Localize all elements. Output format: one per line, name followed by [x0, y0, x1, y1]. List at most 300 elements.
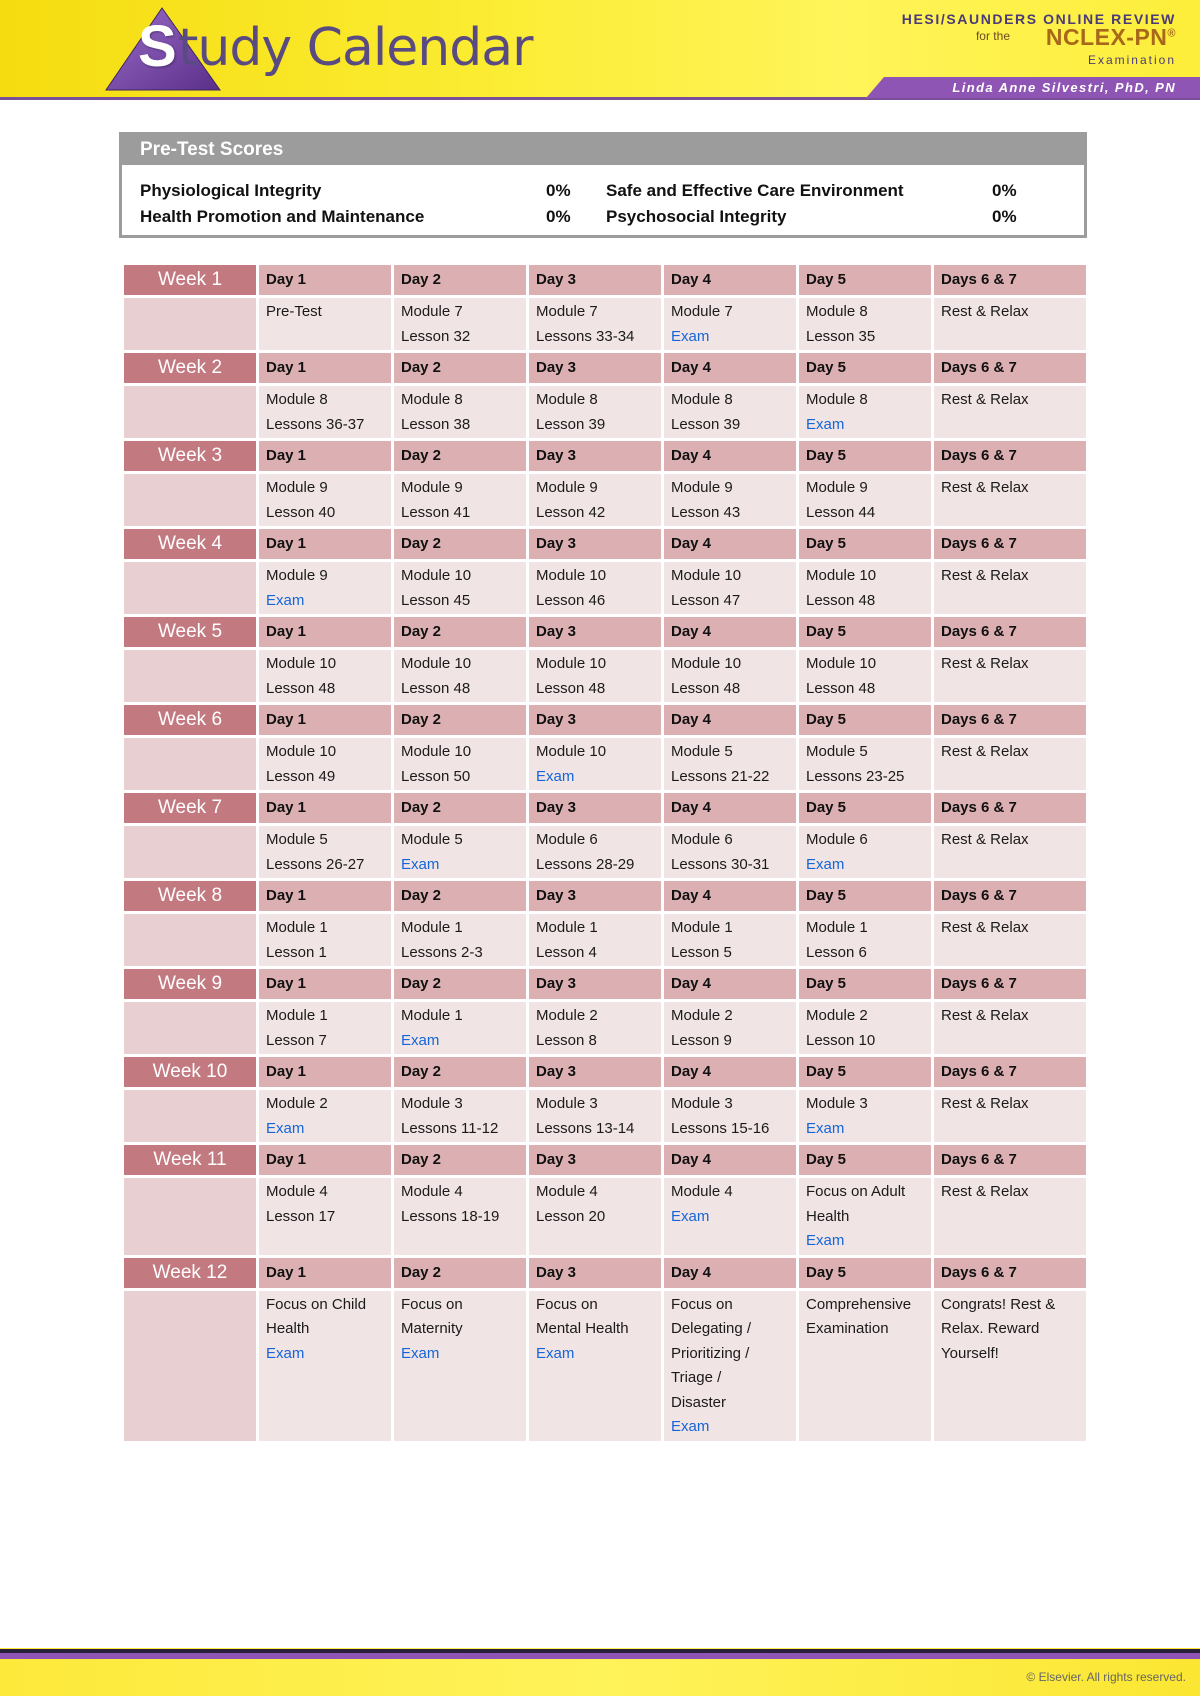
cell-text: Module 10: [806, 567, 877, 584]
schedule-cell: [664, 650, 796, 702]
cell-text: Lesson 35: [806, 327, 876, 345]
day-header: Day 2: [394, 265, 526, 295]
schedule-cell: [529, 1178, 661, 1255]
cell-text: Lesson 38: [401, 415, 471, 433]
week-spacer: [124, 738, 256, 790]
day-header: Day 3: [529, 1057, 661, 1087]
week-spacer: [124, 650, 256, 702]
exam-link[interactable]: Exam: [671, 327, 710, 345]
week-label: Week 1: [124, 265, 256, 295]
week-label: Week 12: [124, 1258, 256, 1288]
week-header-row: [124, 353, 1086, 383]
schedule-cell: [664, 1291, 796, 1441]
day-header: Days 6 & 7: [934, 1258, 1086, 1288]
day-header: Day 4: [664, 353, 796, 383]
day-header: Day 1: [259, 617, 391, 647]
schedule-cell: [664, 914, 796, 966]
week-content-row: [124, 914, 1086, 966]
score-label: Health Promotion and Maintenance: [140, 207, 425, 226]
exam-link[interactable]: Exam: [806, 855, 845, 873]
exam-link[interactable]: Exam: [536, 1344, 575, 1362]
day-header: Day 4: [664, 265, 796, 295]
cell-text: Lesson 48: [671, 679, 741, 697]
schedule-cell: [259, 386, 391, 438]
cell-text: Lesson 46: [536, 591, 606, 609]
week-header-row: [124, 1145, 1086, 1175]
schedule-cell: [259, 474, 391, 526]
cell-text: Rest & Relax: [941, 303, 1029, 320]
score-label: Physiological Integrity: [140, 181, 322, 200]
schedule-cell: [394, 1178, 526, 1255]
cell-text: Rest & Relax: [941, 1007, 1029, 1024]
exam-link[interactable]: Exam: [401, 1344, 440, 1362]
cell-text: Module 4: [536, 1183, 598, 1200]
cell-text: Lessons 11-12: [401, 1119, 499, 1137]
brand-nclex-title: [1046, 24, 1176, 51]
cell-text: Module 5: [806, 743, 868, 760]
cell-text: Mental Health: [536, 1320, 629, 1337]
schedule-cell: [394, 1090, 526, 1142]
score-value: 0%: [546, 181, 571, 200]
brand-examination: Examination: [1087, 53, 1176, 67]
cell-text: Rest & Relax: [941, 919, 1029, 936]
day-header: Day 3: [529, 793, 661, 823]
week-label: Week 9: [124, 969, 256, 999]
schedule-cell: [394, 562, 526, 614]
cell-text: Lesson 9: [671, 1031, 732, 1049]
day-header: Day 2: [394, 1258, 526, 1288]
day-header: Day 3: [529, 617, 661, 647]
day-header: Day 3: [529, 265, 661, 295]
schedule-cell: [934, 1002, 1086, 1054]
cell-text: Module 10: [536, 743, 607, 760]
schedule-cell: [394, 914, 526, 966]
cell-text: Lesson 5: [671, 943, 732, 961]
cell-text: Lesson 8: [536, 1031, 597, 1049]
cell-text: Rest & Relax: [941, 567, 1029, 584]
day-header: Day 5: [799, 1057, 931, 1087]
cell-text: Module 3: [401, 1095, 463, 1112]
cell-text: Prioritizing /: [671, 1344, 750, 1362]
cell-text: Focus on Child: [266, 1295, 367, 1313]
pretest-scores-box: [119, 132, 1087, 238]
cell-text: Lesson 40: [266, 503, 336, 521]
schedule-cell: [934, 298, 1086, 350]
cell-text: Module 7: [671, 303, 733, 320]
cell-text: Comprehensive: [806, 1295, 912, 1313]
registered-mark: ®: [1167, 27, 1176, 40]
day-header: Day 2: [394, 1057, 526, 1087]
schedule-cell: [259, 1002, 391, 1054]
cell-text: Lesson 32: [401, 327, 471, 345]
cell-text: Module 3: [806, 1095, 868, 1112]
week-content-row: [124, 650, 1086, 702]
day-header: Day 2: [394, 529, 526, 559]
day-header: Days 6 & 7: [934, 441, 1086, 471]
week-header-row: [124, 793, 1086, 823]
cell-text: Module 9: [536, 479, 598, 496]
cell-text: Pre-Test: [266, 303, 322, 320]
cell-text: Maternity: [401, 1320, 463, 1337]
cell-text: Focus on Adult: [806, 1183, 906, 1200]
week-header-row: [124, 529, 1086, 559]
schedule-cell: [934, 650, 1086, 702]
day-header: Day 4: [664, 1057, 796, 1087]
schedule-cell: [529, 914, 661, 966]
week-content-row: [124, 1291, 1086, 1441]
exam-link[interactable]: Exam: [401, 1031, 440, 1049]
cell-text: Lessons 13-14: [536, 1119, 635, 1137]
cell-text: Lessons 30-31: [671, 855, 770, 873]
cell-text: Module 9: [806, 479, 868, 496]
day-header: Day 1: [259, 1057, 391, 1087]
schedule-cell: [259, 1291, 391, 1441]
week-content-row: [124, 1002, 1086, 1054]
day-header: Day 3: [529, 881, 661, 911]
score-label: Psychosocial Integrity: [606, 207, 787, 226]
schedule-cell: [664, 1002, 796, 1054]
day-header: Day 1: [259, 881, 391, 911]
cell-text: Module 2: [536, 1007, 598, 1024]
day-header: Day 4: [664, 617, 796, 647]
schedule-cell: [664, 562, 796, 614]
week-header-row: [124, 617, 1086, 647]
cell-text: Lesson 20: [536, 1207, 606, 1225]
exam-link[interactable]: Exam: [536, 767, 575, 785]
cell-text: Module 4: [401, 1183, 463, 1200]
cell-text: Module 6: [671, 831, 733, 848]
cell-text: Lesson 39: [536, 415, 606, 433]
cell-text: Rest & Relax: [941, 743, 1029, 760]
exam-link[interactable]: Exam: [266, 1344, 305, 1362]
cell-text: Module 5: [266, 831, 328, 848]
cell-text: Focus on: [536, 1295, 598, 1313]
day-header: Day 5: [799, 1258, 931, 1288]
cell-text: Lessons 33-34: [536, 327, 635, 345]
day-header: Day 2: [394, 969, 526, 999]
logo-initial: S: [138, 14, 177, 79]
exam-link[interactable]: Exam: [266, 1119, 305, 1137]
schedule-cell: [664, 826, 796, 878]
week-content-row: [124, 562, 1086, 614]
cell-text: Lesson 42: [536, 503, 606, 521]
week-header-row: [124, 1258, 1086, 1288]
footer-divider-purple: [0, 1653, 1200, 1659]
cell-text: Rest & Relax: [941, 479, 1029, 496]
schedule-cell: [259, 826, 391, 878]
week-spacer: [124, 386, 256, 438]
cell-text: Module 10: [536, 655, 607, 672]
score-label: Safe and Effective Care Environment: [606, 181, 904, 200]
day-header: Day 5: [799, 529, 931, 559]
cell-text: Examination: [806, 1320, 889, 1337]
day-header: Day 3: [529, 1258, 661, 1288]
day-header: Day 1: [259, 441, 391, 471]
cell-text: Module 8: [401, 391, 463, 408]
schedule-cell: [529, 650, 661, 702]
day-header: Day 1: [259, 793, 391, 823]
schedule-cell: [529, 562, 661, 614]
day-header: Day 1: [259, 1258, 391, 1288]
schedule-cell: [664, 1090, 796, 1142]
schedule-cell: [799, 826, 931, 878]
cell-text: Module 1: [536, 919, 598, 936]
schedule-cell: [529, 1002, 661, 1054]
cell-text: Module 3: [671, 1095, 733, 1112]
cell-text: Module 10: [266, 655, 337, 672]
week-spacer: [124, 1178, 256, 1255]
schedule-cell: [394, 1002, 526, 1054]
day-header: Days 6 & 7: [934, 881, 1086, 911]
week-label: Week 2: [124, 353, 256, 383]
schedule-cell: [259, 562, 391, 614]
cell-text: Module 2: [671, 1007, 733, 1024]
week-content-row: [124, 386, 1086, 438]
schedule-cell: [259, 914, 391, 966]
schedule-cell: [799, 474, 931, 526]
day-header: Day 4: [664, 969, 796, 999]
schedule-cell: [799, 562, 931, 614]
cell-text: Rest & Relax: [941, 1095, 1029, 1112]
schedule-cell: [259, 298, 391, 350]
week-header-row: [124, 969, 1086, 999]
cell-text: Module 10: [401, 743, 472, 760]
week-spacer: [124, 1090, 256, 1142]
week-spacer: [124, 298, 256, 350]
day-header: Day 5: [799, 969, 931, 999]
schedule-cell: [394, 738, 526, 790]
schedule-cell: [934, 562, 1086, 614]
cell-text: Lesson 48: [806, 679, 876, 697]
cell-text: Module 8: [671, 391, 733, 408]
cell-text: Module 1: [266, 1007, 328, 1024]
cell-text: Lesson 1: [266, 943, 327, 961]
cell-text: Module 10: [401, 567, 472, 584]
cell-text: Module 9: [266, 567, 328, 584]
cell-text: Health: [806, 1207, 850, 1225]
day-header: Days 6 & 7: [934, 705, 1086, 735]
cell-text: Lessons 21-22: [671, 767, 770, 785]
cell-text: Module 6: [536, 831, 598, 848]
schedule-cell: [529, 386, 661, 438]
schedule-cell: [799, 1090, 931, 1142]
cell-text: Lesson 48: [266, 679, 336, 697]
cell-text: Lesson 4: [536, 943, 597, 961]
day-header: Day 2: [394, 705, 526, 735]
cell-text: Lesson 45: [401, 591, 471, 609]
cell-text: Lessons 28-29: [536, 855, 635, 873]
cell-text: Lesson 10: [806, 1031, 876, 1049]
cell-text: Module 8: [806, 391, 868, 408]
day-header: Day 1: [259, 969, 391, 999]
cell-text: Lesson 47: [671, 591, 741, 609]
cell-text: Lesson 6: [806, 943, 867, 961]
cell-text: Lessons 2-3: [401, 943, 483, 961]
week-label: Week 6: [124, 705, 256, 735]
day-header: Day 4: [664, 441, 796, 471]
cell-text: Lesson 7: [266, 1031, 327, 1049]
day-header: Days 6 & 7: [934, 793, 1086, 823]
day-header: Day 4: [664, 1145, 796, 1175]
cell-text: Module 2: [266, 1095, 328, 1112]
cell-text: Module 7: [401, 303, 463, 320]
cell-text: Module 5: [671, 743, 733, 760]
cell-text: Lesson 49: [266, 767, 336, 785]
day-header: Day 3: [529, 1145, 661, 1175]
cell-text: Rest & Relax: [941, 831, 1029, 848]
schedule-cell: [529, 298, 661, 350]
cell-text: Lesson 44: [806, 503, 876, 521]
schedule-cell: [664, 474, 796, 526]
week-content-row: [124, 298, 1086, 350]
day-header: Day 1: [259, 265, 391, 295]
schedule-cell: [394, 298, 526, 350]
cell-text: Module 10: [671, 567, 742, 584]
cell-text: Module 4: [671, 1183, 733, 1200]
cell-text: Lesson 17: [266, 1207, 336, 1225]
week-label: Week 4: [124, 529, 256, 559]
cell-text: Module 3: [536, 1095, 598, 1112]
cell-text: Lesson 48: [536, 679, 606, 697]
cell-text: Lesson 50: [401, 767, 471, 785]
schedule-cell: [799, 386, 931, 438]
day-header: Day 2: [394, 1145, 526, 1175]
week-header-row: [124, 881, 1086, 911]
schedule-cell: [934, 1178, 1086, 1255]
copyright-text: © Elsevier. All rights reserved.: [1026, 1670, 1186, 1684]
cell-text: Module 9: [671, 479, 733, 496]
cell-text: Module 8: [266, 391, 328, 408]
cell-text: Lessons 36-37: [266, 415, 365, 433]
cell-text: Module 5: [401, 831, 463, 848]
cell-text: Lesson 41: [401, 503, 471, 521]
cell-text: Module 9: [401, 479, 463, 496]
cell-text: Triage /: [671, 1369, 722, 1386]
day-header: Day 4: [664, 529, 796, 559]
cell-text: Module 4: [266, 1183, 328, 1200]
day-header: Day 4: [664, 793, 796, 823]
cell-text: Module 1: [401, 1007, 463, 1024]
cell-text: Lessons 15-16: [671, 1119, 770, 1137]
exam-link[interactable]: Exam: [806, 1119, 845, 1137]
day-header: Day 3: [529, 529, 661, 559]
cell-text: Lesson 48: [806, 591, 876, 609]
week-content-row: [124, 474, 1086, 526]
week-label: Week 7: [124, 793, 256, 823]
day-header: Day 2: [394, 617, 526, 647]
day-header: Day 5: [799, 441, 931, 471]
cell-text: Focus on: [671, 1295, 733, 1313]
exam-link[interactable]: Exam: [401, 855, 440, 873]
day-header: Days 6 & 7: [934, 353, 1086, 383]
day-header: Day 1: [259, 353, 391, 383]
exam-link[interactable]: Exam: [806, 415, 845, 433]
schedule-cell: [259, 650, 391, 702]
week-label: Week 3: [124, 441, 256, 471]
week-header-row: [124, 441, 1086, 471]
cell-text: Module 9: [266, 479, 328, 496]
cell-text: Health: [266, 1320, 310, 1337]
cell-text: Rest & Relax: [941, 1183, 1029, 1200]
day-header: Day 5: [799, 705, 931, 735]
cell-text: Module 8: [806, 303, 868, 320]
schedule-cell: [664, 298, 796, 350]
cell-text: Lesson 43: [671, 503, 741, 521]
day-header: Day 5: [799, 881, 931, 911]
cell-text: Module 8: [536, 391, 598, 408]
schedule-cell: [934, 738, 1086, 790]
cell-text: Focus on: [401, 1295, 463, 1313]
week-label: Week 11: [124, 1145, 256, 1175]
cell-text: Module 1: [671, 919, 733, 936]
brand-nclex-text: NCLEX-PN: [1045, 24, 1168, 50]
cell-text: Module 2: [806, 1007, 868, 1024]
score-value: 0%: [992, 181, 1017, 200]
day-header: Day 2: [394, 353, 526, 383]
day-header: Days 6 & 7: [934, 1057, 1086, 1087]
week-label: Week 8: [124, 881, 256, 911]
schedule-cell: [529, 1291, 661, 1441]
week-spacer: [124, 826, 256, 878]
schedule-cell: [394, 826, 526, 878]
cell-text: Lessons 23-25: [806, 767, 905, 785]
week-content-row: [124, 1178, 1086, 1255]
cell-text: Module 1: [266, 919, 328, 936]
schedule-cell: [799, 650, 931, 702]
cell-text: Module 10: [806, 655, 877, 672]
week-header-row: [124, 705, 1086, 735]
day-header: Day 4: [664, 1258, 796, 1288]
exam-link[interactable]: Exam: [671, 1418, 710, 1435]
day-header: Days 6 & 7: [934, 529, 1086, 559]
schedule-cell: [394, 474, 526, 526]
schedule-cell: [799, 1178, 931, 1255]
week-spacer: [124, 1002, 256, 1054]
week-spacer: [124, 562, 256, 614]
week-content-row: [124, 738, 1086, 790]
schedule-cell: [394, 650, 526, 702]
day-header: Day 5: [799, 793, 931, 823]
schedule-cell: [664, 738, 796, 790]
schedule-cell: [529, 474, 661, 526]
schedule-cell: [664, 1178, 796, 1255]
cell-text: Module 6: [806, 831, 868, 848]
schedule-cell: [799, 738, 931, 790]
day-header: Day 5: [799, 1145, 931, 1175]
schedule-cell: [934, 386, 1086, 438]
day-header: Days 6 & 7: [934, 1145, 1086, 1175]
schedule-cell: [799, 914, 931, 966]
cell-text: Module 7: [536, 303, 598, 320]
day-header: Day 1: [259, 705, 391, 735]
week-spacer: [124, 914, 256, 966]
schedule-cell: [664, 386, 796, 438]
exam-link[interactable]: Exam: [266, 591, 305, 609]
exam-link[interactable]: Exam: [671, 1207, 710, 1225]
day-header: Day 2: [394, 441, 526, 471]
day-header: Day 5: [799, 617, 931, 647]
schedule-cell: [934, 826, 1086, 878]
cell-text: Congrats! Rest &: [941, 1295, 1056, 1313]
cell-text: Rest & Relax: [941, 655, 1029, 672]
logo-title: tudy Calendar: [178, 18, 533, 78]
cell-text: Lesson 39: [671, 415, 741, 433]
schedule-cell: [394, 386, 526, 438]
exam-link[interactable]: Exam: [806, 1232, 845, 1249]
schedule-cell: [529, 738, 661, 790]
week-content-row: [124, 826, 1086, 878]
day-header: Day 4: [664, 881, 796, 911]
